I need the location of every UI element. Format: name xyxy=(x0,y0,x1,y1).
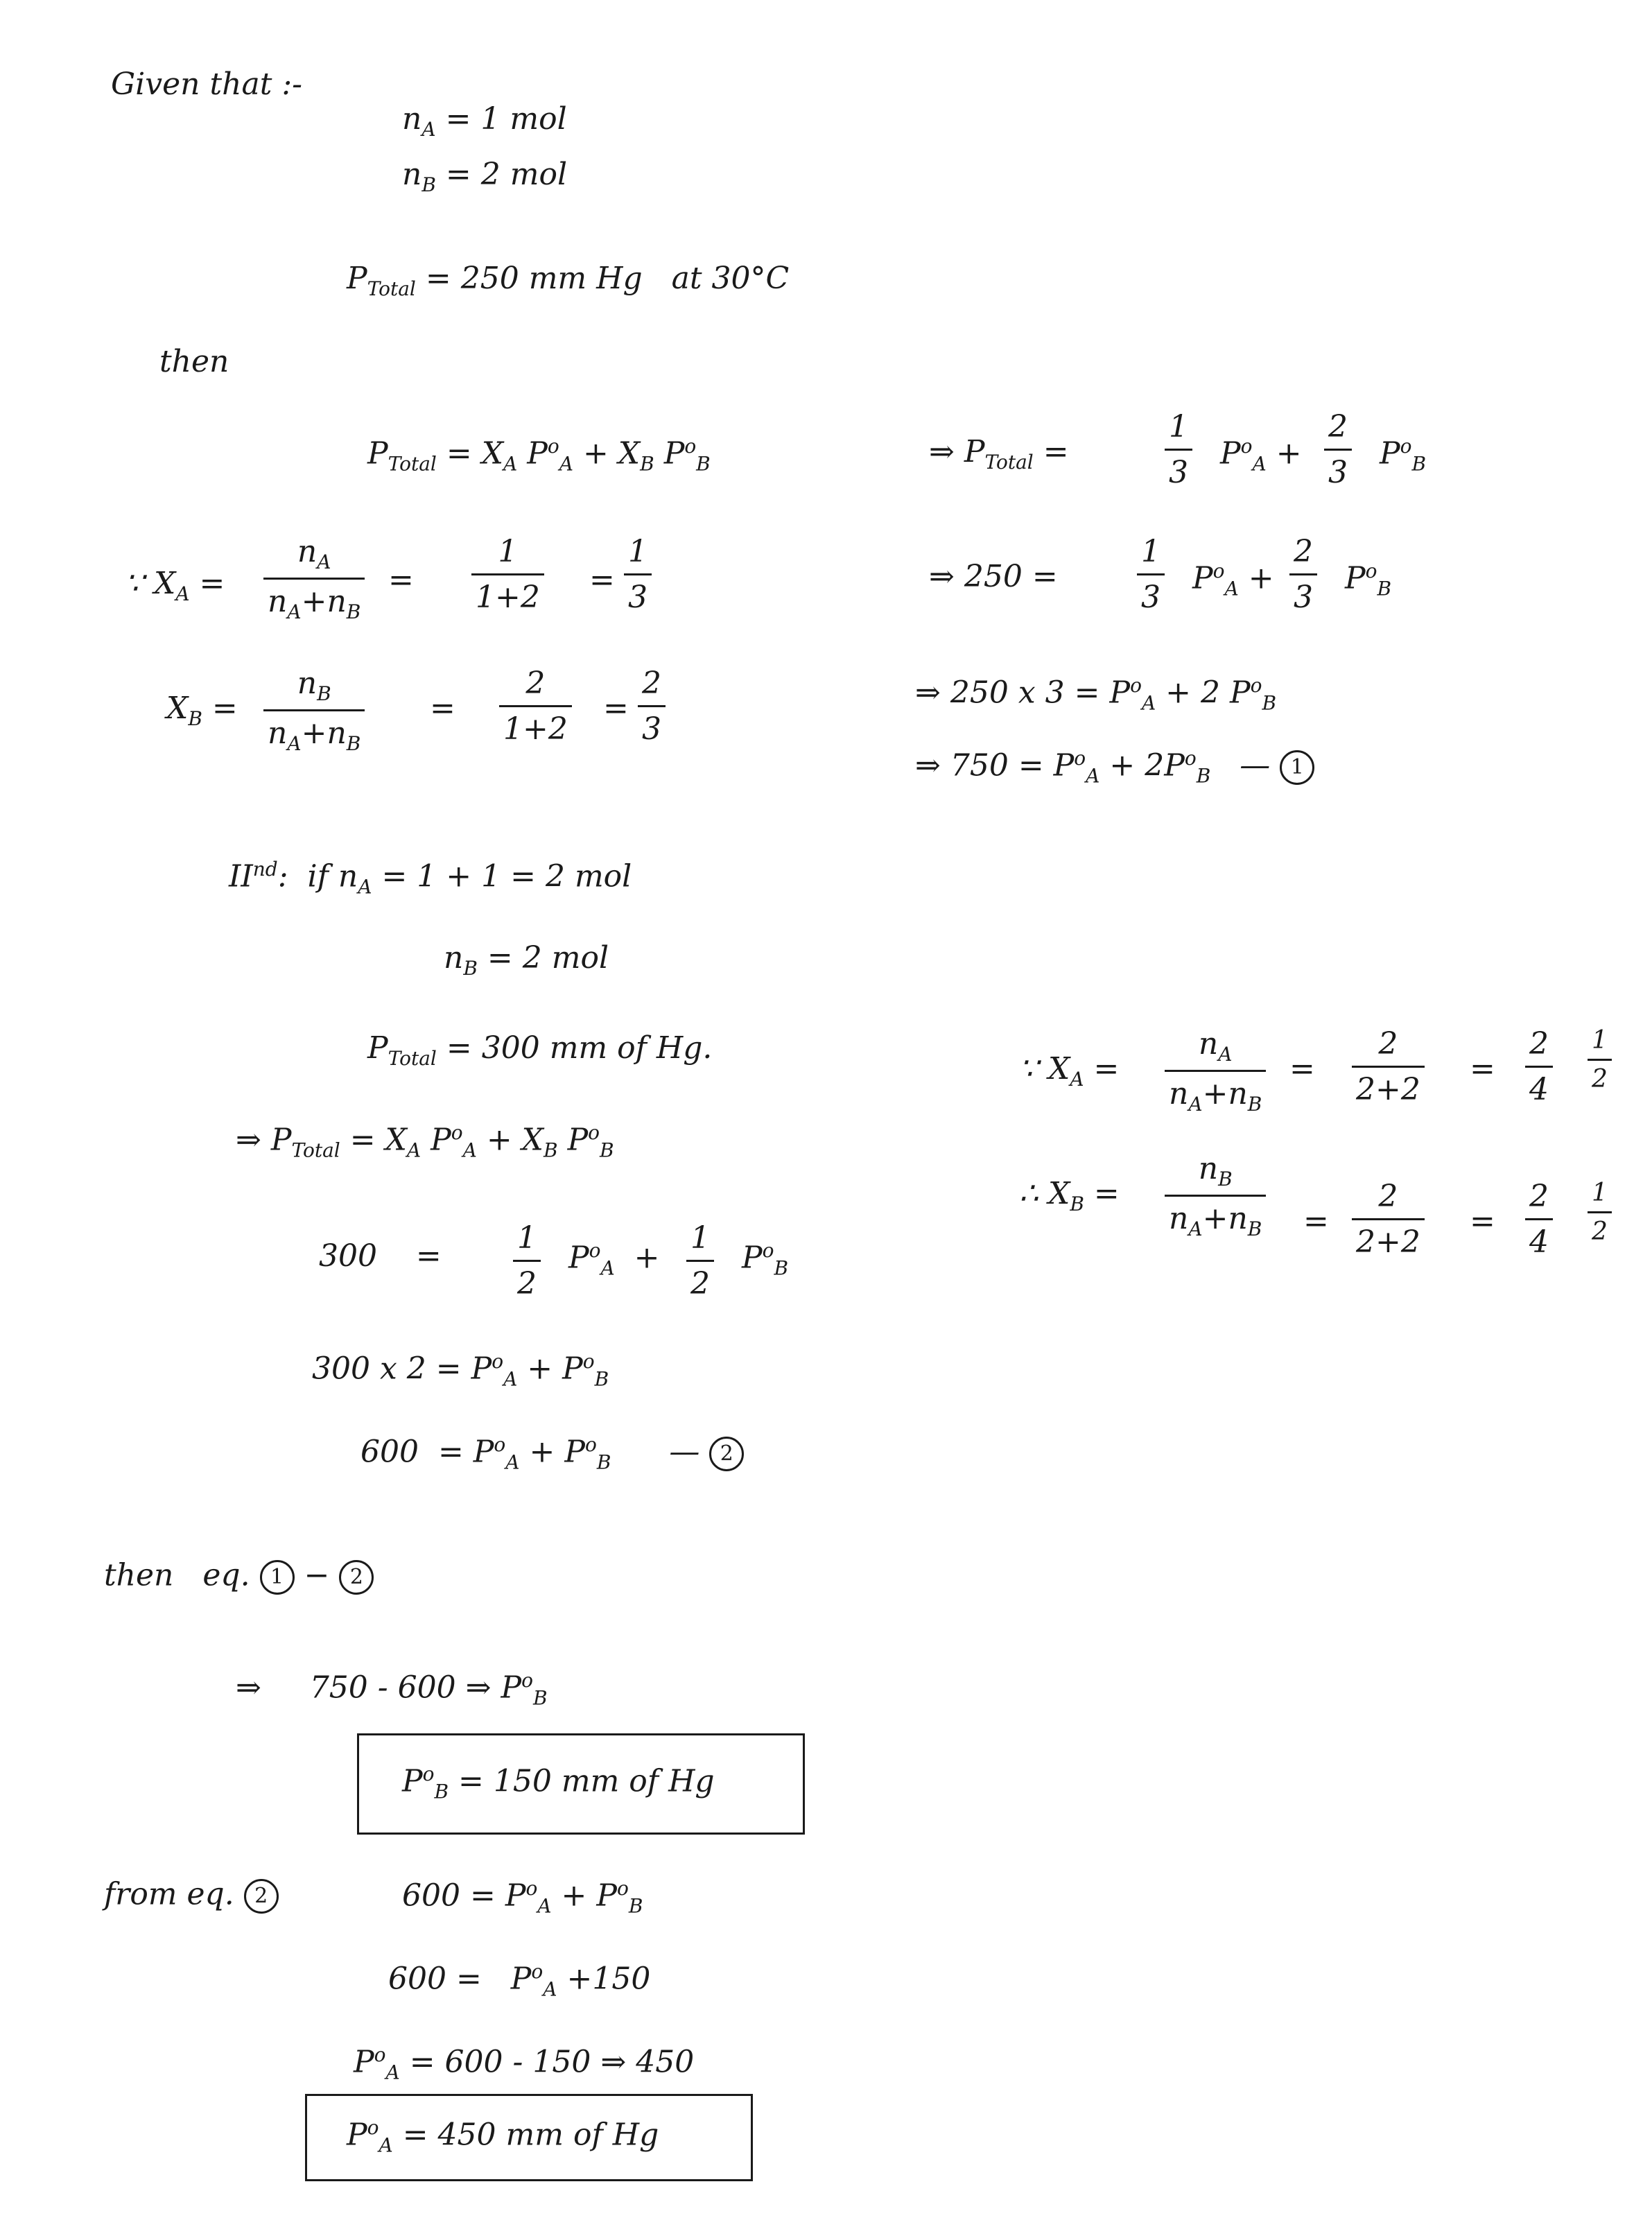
xb-symbolic: $n_B$ $n_A+n_B$ xyxy=(263,666,365,755)
frac-1-3: 1 3 xyxy=(1165,409,1192,490)
then-label-2: then xyxy=(104,1557,174,1593)
from-eq: from eq. xyxy=(104,1876,234,1912)
pa-calc-line: $P^o_A = 600 - 150$ ⇒ 450 xyxy=(354,2043,695,2084)
pb-term-b: $P^o_B$ xyxy=(1345,560,1392,600)
xa2-reduced xyxy=(1525,1026,1553,1107)
eq-word: eq. xyxy=(202,1557,250,1593)
second-label: II xyxy=(229,858,253,894)
xb-result xyxy=(638,666,666,747)
xb-den: 1+2 xyxy=(503,711,568,747)
xa2-rnum: 2 xyxy=(1529,1026,1549,1062)
frac-1-3b: 1 3 xyxy=(1137,534,1165,615)
half-pb: $P^o_B$ xyxy=(742,1239,789,1280)
ptotal2-formula: ⇒ $P_{Total} = X_A$ $P^o_A + X_B$ $P^o_B$ xyxy=(236,1121,614,1162)
xa-rden: 3 xyxy=(628,580,647,615)
second-heading: IInd: if $n_A = 1 + 1 = 2$ mol xyxy=(229,858,632,899)
pa-calc: = 600 - 150 ⇒ 450 xyxy=(409,2044,695,2080)
xb2-den: 2+2 xyxy=(1356,1224,1420,1260)
xb-eq2: = xyxy=(603,691,629,726)
pb-term: $P^o_B$ xyxy=(1380,435,1427,476)
given-temp: at 30°C xyxy=(671,261,790,296)
pb-result: = 150 mm of Hg xyxy=(458,1763,715,1799)
given-ptotal-line: $P_{Total} = 250$ mm Hg at 30°C xyxy=(347,261,790,300)
line-250x3: ⇒ 250 x $3 = P^o_A + 2$ $P^o_B$ xyxy=(915,674,1277,715)
half-b-num: 1 xyxy=(690,1220,710,1256)
xb2-eq2: = xyxy=(1470,1204,1495,1239)
pb-result-line: $P^o_B = 150$ mm of Hg xyxy=(402,1762,715,1803)
xb-rnum: 2 xyxy=(642,666,661,701)
xb-num: 2 xyxy=(525,666,546,701)
ptotal2: = 300 mm of Hg. xyxy=(446,1030,713,1066)
val-600: 600 xyxy=(360,1434,419,1470)
given-label: Given that :- xyxy=(111,67,303,102)
xb2-eq: = xyxy=(1303,1204,1329,1239)
val-250: 250 xyxy=(964,559,1023,594)
half-b xyxy=(686,1220,714,1301)
val-250x3: 250 x 3 xyxy=(950,675,1065,711)
xb2-rden: 4 xyxy=(1529,1224,1549,1260)
line-300: 300 = xyxy=(319,1238,442,1274)
val-600b: 600 xyxy=(402,1878,460,1914)
given-nb-line: $n_B = 2$ mol xyxy=(402,157,568,196)
second-if: if xyxy=(307,858,329,894)
line-600b: $600 = P^o_A + P^o_B$ xyxy=(402,1877,643,1918)
second-nb-line: $n_B = 2$ mol xyxy=(444,940,609,980)
xb2-rnum: 2 xyxy=(1529,1179,1549,1214)
eq2-ref: 2 xyxy=(339,1560,374,1595)
xb2-num: 2 xyxy=(1378,1179,1398,1214)
eq2-ref-b: 2 xyxy=(244,1879,279,1914)
sub-expr: 750 - 600 xyxy=(309,1670,456,1706)
half-a xyxy=(513,1220,541,1301)
val-300: 300 xyxy=(319,1238,377,1274)
line-300x2: 300 x $2 = P^o_A + P^o_B$ xyxy=(312,1350,609,1391)
xa-rnum: 1 xyxy=(628,534,647,569)
then-label-1: then xyxy=(159,344,229,379)
ptotal-formula: $P_{Total} = X_A$ $P^o_A + X_B$ $P^o_B$ xyxy=(367,435,711,476)
xa2-eq: = xyxy=(1289,1051,1315,1086)
second-na: = 1 + 1 = 2 mol xyxy=(381,858,632,894)
xa-symbolic: $n_A$ $n_A+n_B$ xyxy=(263,534,365,623)
then-eq-line: then eq. 1 − 2 xyxy=(104,1560,374,1595)
xa-label: ∵ $X_A$ = xyxy=(125,566,225,605)
frac-2-3b: 2 3 xyxy=(1289,534,1317,615)
line-750: ⇒ $750 = P^o_A + 2P^o_B$ — 1 xyxy=(915,749,1314,786)
pa-term: $P^o_A$ + xyxy=(1220,435,1302,476)
ptotal2-line: $P_{Total} = 300$ mm of Hg. xyxy=(367,1030,713,1070)
given-nb: 2 mol xyxy=(480,157,568,192)
val-750: 750 xyxy=(950,747,1009,783)
xa2-num: 2 xyxy=(1378,1026,1398,1062)
eq2-marker: 2 xyxy=(709,1437,744,1471)
frac-2-3: 2 3 xyxy=(1324,409,1352,490)
xb2-reduced xyxy=(1525,1179,1553,1260)
xa2-hnum: 1 xyxy=(1592,1026,1608,1055)
xb-eq: = xyxy=(430,691,455,726)
right-ptotal-line: ⇒ $P_{Total}$ = xyxy=(929,434,1069,474)
xa-den: 1+2 xyxy=(476,580,540,615)
eq1-marker: 1 xyxy=(1280,750,1314,785)
xa-num: 1 xyxy=(498,534,518,569)
half-a-den: 2 xyxy=(517,1266,537,1301)
sub-line: ⇒ 750 - 600 ⇒ $P^o_B$ xyxy=(236,1669,548,1710)
xb-rden: 3 xyxy=(642,711,661,747)
line-600: $600 = P^o_A + P^o_B$ — 2 xyxy=(360,1435,744,1472)
half-a-num: 1 xyxy=(517,1220,537,1256)
half-b-den: 2 xyxy=(690,1266,710,1301)
line-600c: $600 = P^o_A +150$ xyxy=(388,1960,651,2001)
pa-term-b: $P^o_A$ + xyxy=(1192,560,1274,600)
xb2-half xyxy=(1588,1179,1612,1246)
pa-result: = 450 mm of Hg xyxy=(402,2117,659,2153)
half-pa: $P^o_A$ + xyxy=(568,1239,660,1280)
xb2-numeric xyxy=(1352,1179,1425,1260)
val-600c: 600 xyxy=(388,1961,446,1997)
xb-label: $X_B$ = xyxy=(166,691,238,730)
xa2-rden: 4 xyxy=(1529,1072,1549,1107)
second-sup: nd xyxy=(252,858,278,881)
xa2-den: 2+2 xyxy=(1356,1072,1420,1107)
pa-result-line: $P^o_A = 450$ mm of Hg xyxy=(347,2116,659,2157)
right-250-line: ⇒ 250 = xyxy=(929,559,1058,594)
second-nb: = 2 mol xyxy=(487,940,609,976)
given-na: 1 mol xyxy=(480,101,567,137)
xb2-label: ∴ $X_B$ = xyxy=(1019,1176,1120,1215)
eq1-ref: 1 xyxy=(260,1560,295,1595)
xa2-label: ∵ $X_A$ = xyxy=(1019,1051,1120,1091)
xa2-numeric xyxy=(1352,1026,1425,1107)
xa2-symbolic: $n_A$ $n_A+n_B$ xyxy=(1165,1026,1266,1116)
xa-eq: = xyxy=(388,562,414,598)
given-ptotal: 250 mm Hg xyxy=(460,261,643,296)
plus150: +150 xyxy=(566,1961,651,1997)
xa-eq2: = xyxy=(589,562,615,598)
xb-numeric xyxy=(499,666,572,747)
from-eq-line xyxy=(104,1876,279,1914)
val-300x2: 300 x 2 xyxy=(312,1351,426,1387)
given-na-line: $n_A = 1$ mol xyxy=(402,101,567,141)
xb2-symbolic: $n_B$ $n_A+n_B$ xyxy=(1165,1151,1266,1240)
xa2-eq2: = xyxy=(1470,1051,1495,1086)
xb2-hden: 2 xyxy=(1592,1218,1608,1246)
xa2-half xyxy=(1588,1026,1612,1093)
xa-numeric xyxy=(471,534,544,615)
xa2-hden: 2 xyxy=(1592,1065,1608,1093)
xb2-hnum: 1 xyxy=(1592,1179,1608,1207)
xa-result xyxy=(624,534,652,615)
